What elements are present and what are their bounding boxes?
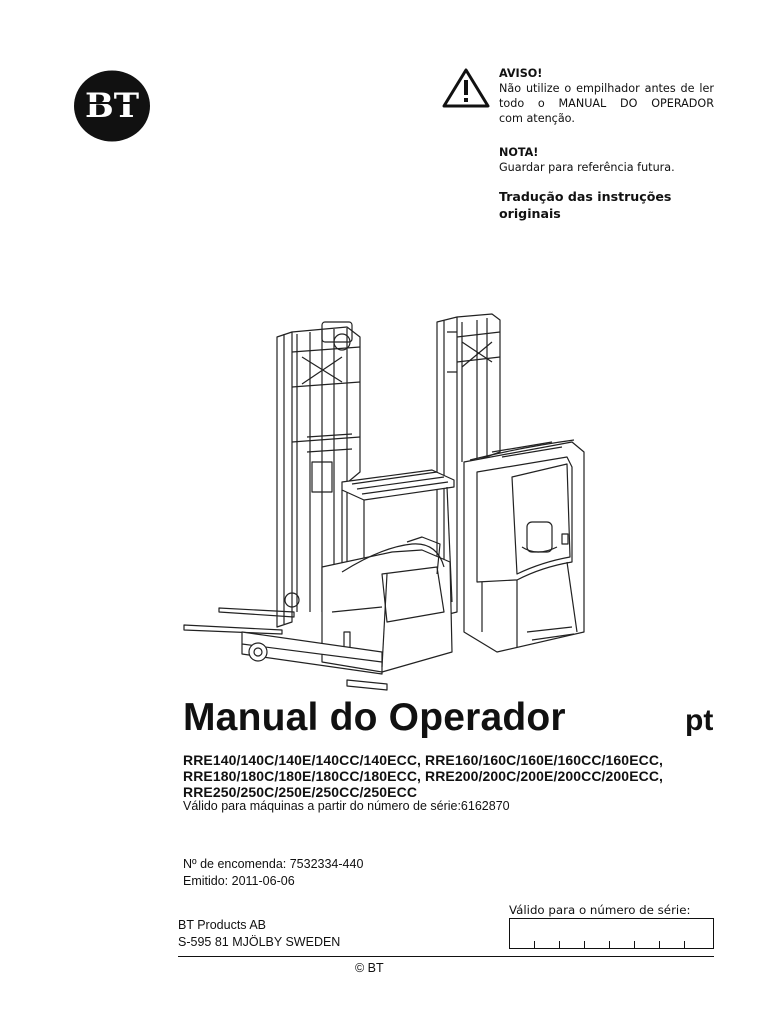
serial-tick	[534, 941, 535, 948]
language-code: pt	[685, 704, 714, 737]
note-title: NOTA!	[499, 146, 539, 159]
company-name: BT Products AB	[178, 918, 267, 932]
bt-logo	[73, 70, 151, 142]
model-list-line: RRE140/140C/140E/140CC/140ECC, RRE160/160C/160E/160CC/160ECC,	[183, 752, 664, 768]
order-number: Nº de encomenda: 7532334-440	[183, 857, 364, 871]
warning-line: com atenção.	[499, 112, 575, 125]
warning-line: todo o MANUAL DO OPERADOR	[499, 97, 714, 110]
serial-tick	[584, 941, 585, 948]
valid-serial-text: Válido para máquinas a partir do número de série:6162870	[183, 799, 510, 813]
serial-number-field[interactable]	[509, 918, 714, 949]
copyright: © BT	[355, 961, 384, 975]
serial-field-label: Válido para o número de série:	[509, 903, 691, 917]
translation-line: originais	[499, 205, 561, 221]
logo-text: BT	[84, 86, 140, 126]
company-address: S-595 81 MJÖLBY SWEDEN	[178, 935, 341, 949]
note-notice	[499, 145, 714, 175]
warning-triangle-icon	[442, 68, 490, 108]
serial-tick	[559, 941, 560, 948]
serial-tick	[609, 941, 610, 948]
warning-notice	[499, 66, 714, 126]
reach-truck-illustration	[182, 312, 592, 692]
serial-tick	[634, 941, 635, 948]
translation-note	[499, 189, 714, 222]
rear-truck-cabin	[464, 440, 584, 652]
issue-date: Emitido: 2011-06-06	[183, 874, 295, 888]
serial-tick	[659, 941, 660, 948]
model-list-line: RRE180/180C/180E/180CC/180ECC, RRE200/200C/200E/200CC/200ECC,	[183, 768, 664, 784]
manual-title: Manual do Operador	[183, 696, 566, 739]
model-list-line: RRE250/250C/250E/250CC/250ECC	[183, 784, 418, 800]
warning-title: AVISO!	[499, 67, 543, 80]
warning-line: Não utilize o empilhador antes de ler	[499, 82, 714, 95]
translation-line: Tradução das instruções	[499, 189, 672, 204]
footer-divider	[178, 956, 714, 957]
note-text: Guardar para referência futura.	[499, 161, 675, 174]
serial-tick	[684, 941, 685, 948]
